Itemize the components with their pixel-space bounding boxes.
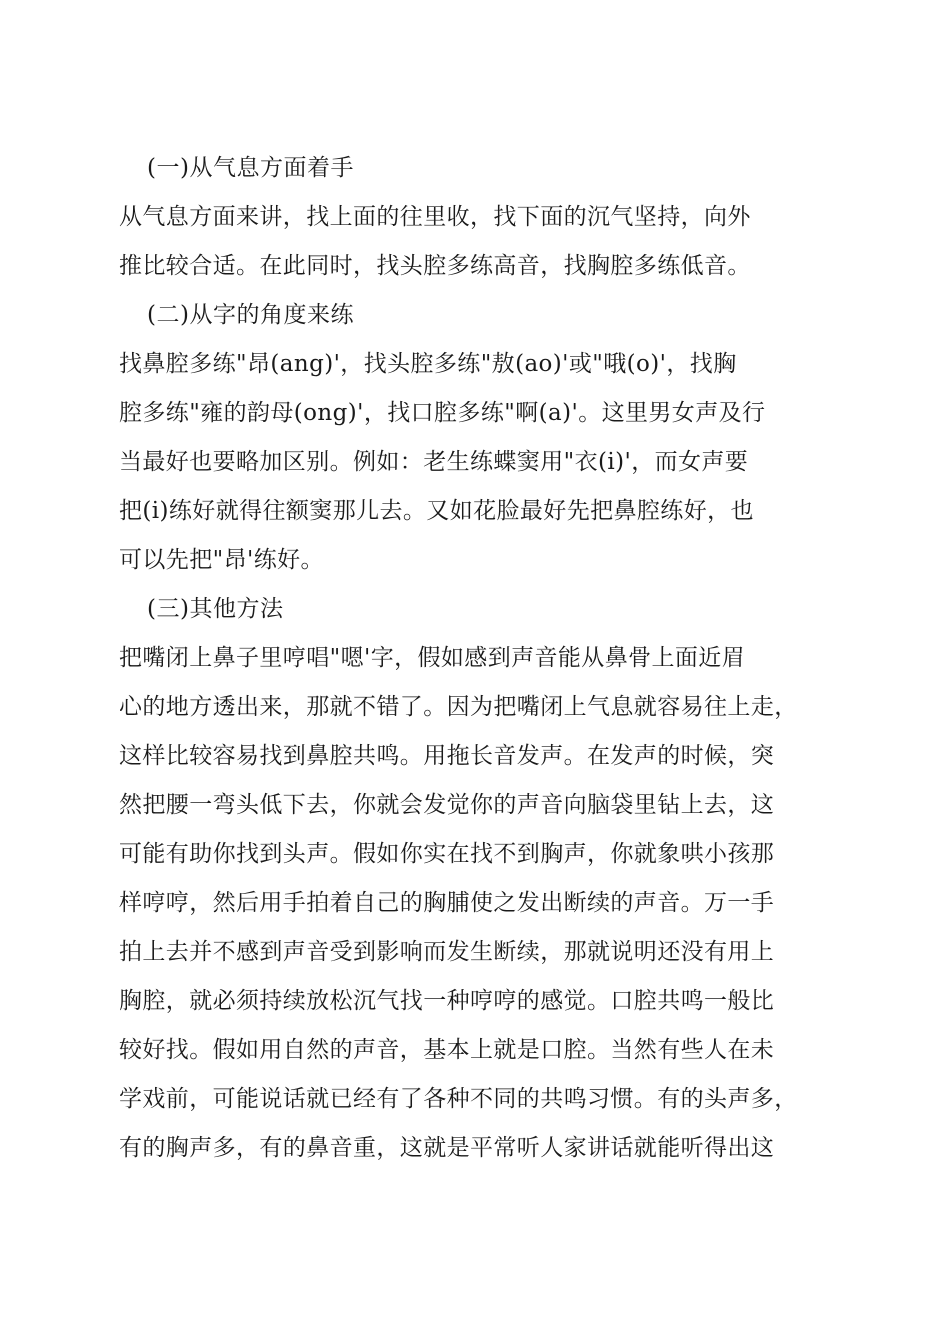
- text-line: 当最好也要略加区别。例如：老生练蝶窦用"衣(i)'，而女声要: [119, 449, 749, 475]
- text-line: 腔多练"雍的韵母(ong)'，找口腔多练"啊(a)'。这里男女声及行: [119, 400, 766, 426]
- text-line: 找鼻腔多练"昂(ang)'，找头腔多练"敖(ao)'或"哦(o)'，找胸: [119, 351, 737, 377]
- section-paragraph-2: [119, 346, 839, 579]
- text-line: 然把腰一弯头低下去，你就会发觉你的声音向脑袋里钻上去，这: [119, 792, 775, 818]
- text-line: 从气息方面来讲，找上面的往里收，找下面的沉气坚持，向外: [119, 204, 751, 230]
- text-line: 有的胸声多，有的鼻音重，这就是平常听人家讲话就能听得出这: [119, 1135, 775, 1161]
- text-line: 较好找。假如用自然的声音，基本上就是口腔。当然有些人在未: [119, 1037, 775, 1063]
- text-line: 可能有助你找到头声。假如你实在找不到胸声，你就象哄小孩那: [119, 841, 775, 867]
- text-line: 样哼哼，然后用手拍着自己的胸脯使之发出断续的声音。万一手: [119, 890, 775, 916]
- section-heading-3: (三)其他方法: [147, 596, 284, 622]
- text-line: 胸腔，就必须持续放松沉气找一种哼哼的感觉。口腔共鸣一般比: [119, 988, 775, 1014]
- section-heading-2: (二)从字的角度来练: [147, 302, 354, 328]
- text-line: 可以先把"昂'练好。: [119, 547, 324, 573]
- text-line: 推比较合适。在此同时，找头腔多练高音，找胸腔多练低音。: [119, 253, 751, 279]
- document-body: [119, 150, 839, 1179]
- section-paragraph-1: [119, 199, 839, 285]
- text-line: 心的地方透出来，那就不错了。因为把嘴闭上气息就容易往上走，: [119, 694, 798, 720]
- section-heading-1: (一)从气息方面着手: [147, 155, 354, 181]
- text-line: 拍上去并不感到声音受到影响而发生断续，那就说明还没有用上: [119, 939, 775, 965]
- text-line: 这样比较容易找到鼻腔共鸣。用拖长音发声。在发声的时候，突: [119, 743, 775, 769]
- section-paragraph-3: [119, 640, 839, 1167]
- text-line: 学戏前，可能说话就已经有了各种不同的共鸣习惯。有的头声多，: [119, 1086, 798, 1112]
- text-line: 把(i)练好就得往额窦那儿去。又如花脸最好先把鼻腔练好，也: [119, 498, 754, 524]
- text-line: 把嘴闭上鼻子里哼唱"嗯'字，假如感到声音能从鼻骨上面近眉: [119, 645, 746, 671]
